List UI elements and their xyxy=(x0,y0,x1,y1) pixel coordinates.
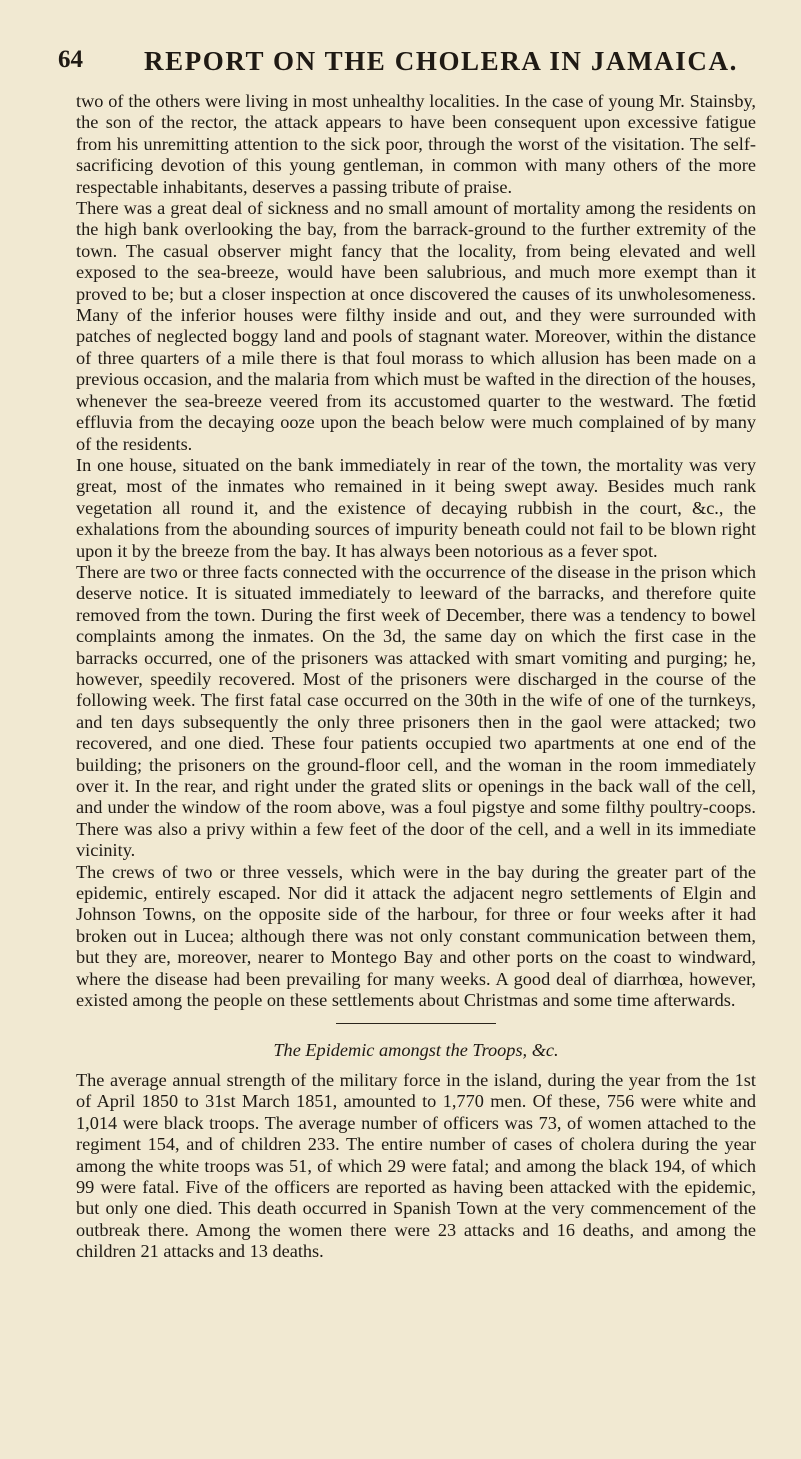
paragraph: There was a great deal of sickness and no small amount of mortality among the residents on the high bank overlooking the bay, from the barrack-ground to the further extremity of the town. The casual observer might fancy that the locality, from being elevated and well exposed to the sea-breeze, would have been salubrious, and much more exempt than it proved to be; but a closer inspection at once discovered the causes of its unwholesomeness. Many of the inferior houses were filthy inside and out, and they were surrounded with patches of neglected boggy land and pools of stagnant water. Moreover, within the distance of three quarters of a mile there is that foul morass to which allusion has been made on a previous occasion, and the malaria from which must be wafted in the direction of the houses, whenever the sea-breeze veered from its accustomed quarter to the westward. The fœtid effluvia from the decaying ooze upon the beach below were much complained of by many of the residents. xyxy=(76,198,756,454)
section-heading: The Epidemic amongst the Troops, &c. xyxy=(273,1040,559,1061)
page-title: REPORT ON THE CHOLERA IN JAMAICA. xyxy=(144,46,738,76)
paragraph: There are two or three facts connected with the occurrence of the disease in the prison which deserve notice. It is situated immediately to leeward of the barracks, and therefore quite removed from the town. During the first week of December, there was a tendency to bowel complaints among the inmates. On the 3d, the same day on which the first case in the barracks occurred, one of the prisoners was attacked with smart vomiting and purging; he, however, speedily recovered. Most of the prisoners were discharged in the course of the following week. The first fatal case occurred on the 30th in the wife of one of the turnkeys, and ten days subsequently the only three prisoners then in the gaol were attacked; two recovered, and one died. These four patients occupied two apartments at one end of the building; the prisoners on the ground-floor cell, and the woman in the room immediately over it. In the rear, and right under the grated slits or openings in the back wall of the cell, and under the window of the room above, was a foul pigstye and some filthy poultry-coops. There was also a privy within a few feet of the door of the cell, and a well in its immediate vicinity. xyxy=(76,561,756,861)
paragraph: two of the others were living in most unhealthy localities. In the case of young Mr. Stainsby, the son of the rector, the attack appears to have been consequent upon excessive fatigue from his unremitting attention to the sick poor, through the worst of the visitation. The self-sacrificing devotion of this young gentleman, in common with many others of the more respectable inhabitants, deserves a passing tribute of praise. xyxy=(76,91,756,197)
section-paragraph: The average annual strength of the military force in the island, during the year from the 1st of April 1850 to 31st March 1851, amounted to 1,770 men. Of these, 756 were white and 1,014 were black troops. The average number of officers was 73, of women attached to the regiment 154, and of children 233. The entire number of cases of cholera during the year among the white troops was 51, of which 29 were fatal; and among the black 194, of which 99 were fatal. Five of the officers are reported as having been attacked with the epidemic, but only one died. This death occurred in Spanish Town at the very commencement of the outbreak there. Among the women there were 23 attacks and 16 deaths, and among the children 21 attacks and 13 deaths. xyxy=(76,1069,756,1262)
running-header xyxy=(58,46,771,80)
page-number: 64 xyxy=(58,46,83,73)
body-text xyxy=(76,91,756,1263)
paragraph: The crews of two or three vessels, which were in the bay during the greater part of the epidemic, entirely escaped. Nor did it attack the adjacent negro settlements of Elgin and Johnson Towns, on the opposite side of the harbour, for three or four weeks after it had broken out in Lucea; although there was not only constant communication between them, but they are, moreover, nearer to Montego Bay and other ports on the coast to windward, where the disease had been prevailing for many weeks. A good deal of diarrhœa, however, existed among the people on these settlements about Christmas and some time afterwards. xyxy=(76,861,756,1011)
paragraph: In one house, situated on the bank immediately in rear of the town, the mortality was very great, most of the inmates who remained in it being swept away. Besides much rank vegetation all round it, and the existence of decaying rubbish in the court, &c., the exhalations from the abounding sources of impurity beneath could not fail to be blown right upon it by the breeze from the bay. It has always been notorious as a fever spot. xyxy=(76,454,756,561)
section-divider xyxy=(336,1023,496,1024)
